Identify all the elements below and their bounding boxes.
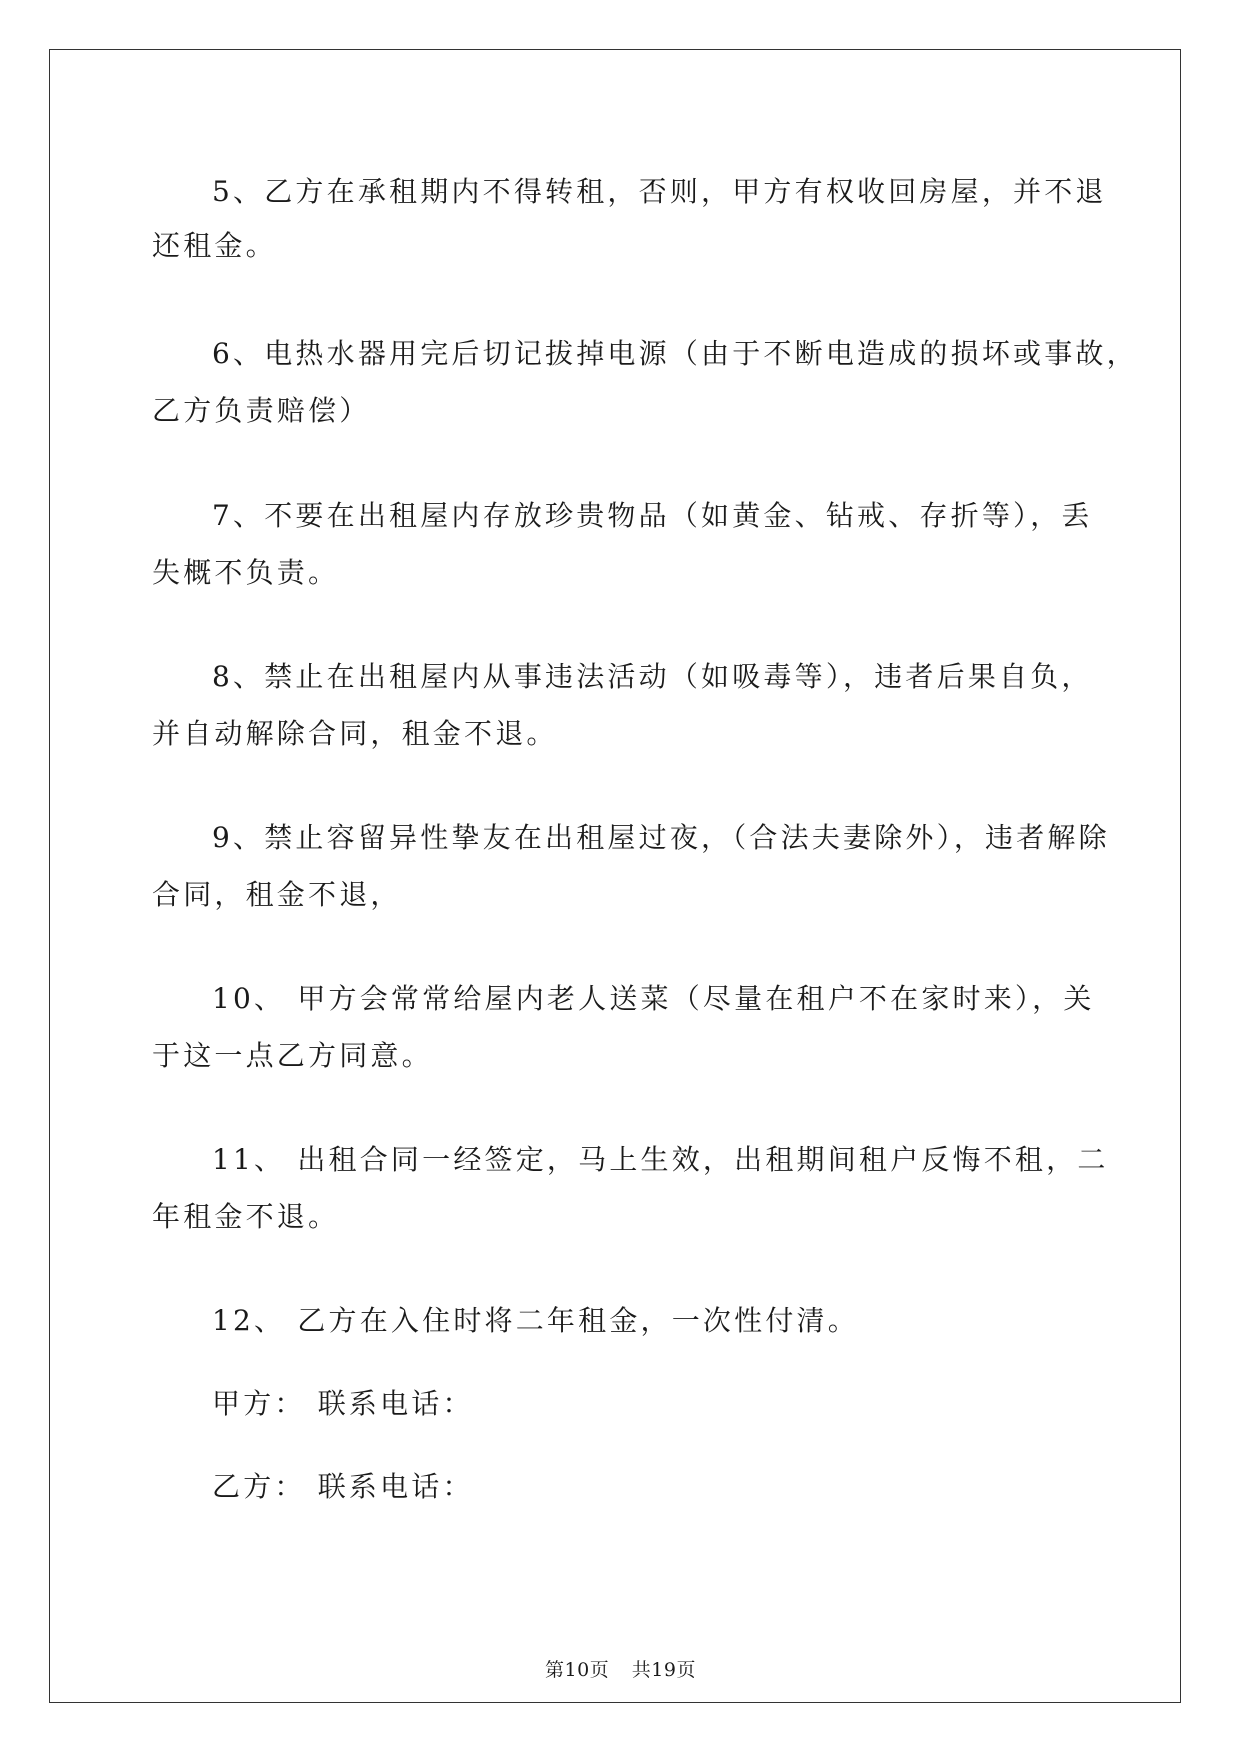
page-number-current: 第10页 — [545, 1659, 610, 1681]
page-footer — [0, 1657, 1241, 1683]
clause-7-line-2: 失概不负责。 — [152, 556, 340, 589]
clause-5-line-1: 5、乙方在承租期内不得转租，否则，甲方有权收回房屋，并不退 — [212, 175, 1107, 208]
clause-10-line-1: 10、 甲方会常常给屋内老人送菜（尽量在租户不在家时来），关 — [212, 982, 1095, 1015]
clause-9-line-2: 合同，租金不退， — [152, 878, 402, 911]
clause-7-line-1: 7、不要在出租屋内存放珍贵物品（如黄金、钻戒、存折等），丢 — [212, 499, 1093, 532]
party-a-signature-line: 甲方： 联系电话： — [212, 1387, 474, 1420]
page-number-total: 共19页 — [631, 1659, 696, 1681]
clause-5-line-2: 还租金。 — [152, 229, 277, 262]
party-b-signature-line: 乙方： 联系电话： — [212, 1470, 474, 1503]
clause-9-line-1: 9、禁止容留异性挚友在出租屋过夜，（合法夫妻除外），违者解除 — [212, 821, 1110, 854]
clause-11-line-2: 年租金不退。 — [152, 1200, 340, 1233]
clause-6-line-2: 乙方负责赔偿） — [152, 394, 371, 427]
clause-12-line: 12、 乙方在入住时将二年租金，一次性付清。 — [212, 1304, 859, 1337]
clause-6-line-1: 6、电热水器用完后切记拔掉电源（由于不断电造成的损坏或事故， — [212, 337, 1138, 370]
clause-11-line-1: 11、 出租合同一经签定，马上生效，出租期间租户反悔不租，二 — [212, 1143, 1109, 1176]
clause-8-line-2: 并自动解除合同，租金不退。 — [152, 717, 558, 750]
clause-10-line-2: 于这一点乙方同意。 — [152, 1039, 433, 1072]
clause-8-line-1: 8、禁止在出租屋内从事违法活动（如吸毒等），违者后果自负， — [212, 660, 1093, 693]
